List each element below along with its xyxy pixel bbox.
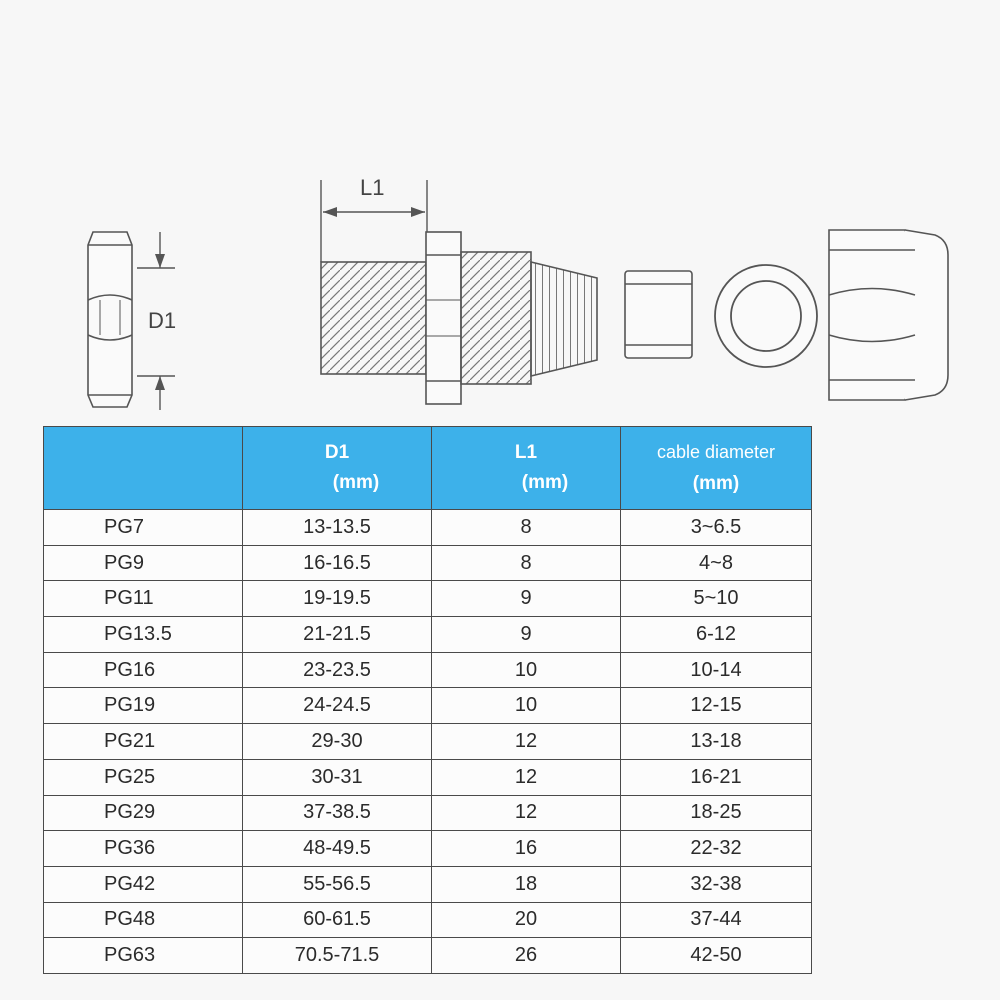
model-cell: PG36 — [44, 831, 243, 867]
table-row — [44, 652, 812, 688]
cable-cell: 32-38 — [621, 866, 812, 902]
cable-cell: 3~6.5 — [621, 510, 812, 546]
table-row — [44, 510, 812, 546]
cable-cell: 10-14 — [621, 652, 812, 688]
cable-cell: 18-25 — [621, 795, 812, 831]
model-cell: PG48 — [44, 902, 243, 938]
l1-cell: 8 — [432, 510, 621, 546]
d1-cell: 60-61.5 — [243, 902, 432, 938]
pg-spec-table — [43, 426, 812, 974]
cable-cell: 12-15 — [621, 688, 812, 724]
cable-cell: 6-12 — [621, 617, 812, 653]
model-cell: PG29 — [44, 795, 243, 831]
d1-cell: 23-23.5 — [243, 652, 432, 688]
cable-cell: 13-18 — [621, 724, 812, 760]
table-row — [44, 759, 812, 795]
d1-cell: 24-24.5 — [243, 688, 432, 724]
model-cell: PG25 — [44, 759, 243, 795]
d1-cell: 29-30 — [243, 724, 432, 760]
l1-cell: 18 — [432, 866, 621, 902]
model-cell: PG21 — [44, 724, 243, 760]
model-cell: PG63 — [44, 938, 243, 974]
table-row — [44, 795, 812, 831]
table-header-row — [44, 427, 812, 510]
d1-cell: 21-21.5 — [243, 617, 432, 653]
cable-cell: 42-50 — [621, 938, 812, 974]
table-row — [44, 902, 812, 938]
model-cell: PG16 — [44, 652, 243, 688]
l1-cell: 12 — [432, 724, 621, 760]
table-row — [44, 617, 812, 653]
table-row — [44, 545, 812, 581]
model-cell: PG7 — [44, 510, 243, 546]
seal-ring-part — [715, 265, 817, 367]
d1-cell: 30-31 — [243, 759, 432, 795]
cable-cell: 22-32 — [621, 831, 812, 867]
l1-cell: 8 — [432, 545, 621, 581]
header-l1: L1 (mm) — [432, 427, 621, 510]
table-row — [44, 688, 812, 724]
cable-cell: 37-44 — [621, 902, 812, 938]
l1-cell: 9 — [432, 617, 621, 653]
d1-cell: 70.5-71.5 — [243, 938, 432, 974]
d1-cell: 37-38.5 — [243, 795, 432, 831]
l1-cell: 10 — [432, 652, 621, 688]
l1-cell: 12 — [432, 759, 621, 795]
cable-cell: 5~10 — [621, 581, 812, 617]
model-cell: PG42 — [44, 866, 243, 902]
cable-cell: 4~8 — [621, 545, 812, 581]
l1-cell: 20 — [432, 902, 621, 938]
l1-cell: 16 — [432, 831, 621, 867]
d1-cell: 19-19.5 — [243, 581, 432, 617]
table-row — [44, 866, 812, 902]
table-row — [44, 724, 812, 760]
l1-cell: 9 — [432, 581, 621, 617]
d1-cell: 48-49.5 — [243, 831, 432, 867]
table-row — [44, 831, 812, 867]
d1-cell: 55-56.5 — [243, 866, 432, 902]
header-cable-diameter: cable diameter (mm) — [621, 427, 812, 510]
seal-insert-part — [625, 271, 692, 358]
cap-nut-part — [829, 230, 948, 400]
gland-body-part — [321, 232, 597, 404]
model-cell: PG13.5 — [44, 617, 243, 653]
cable-gland-exploded-diagram — [0, 0, 1000, 420]
l1-label: L1 — [360, 175, 385, 200]
model-cell: PG11 — [44, 581, 243, 617]
d1-cell: 13-13.5 — [243, 510, 432, 546]
table-row — [44, 938, 812, 974]
l1-cell: 10 — [432, 688, 621, 724]
l1-cell: 12 — [432, 795, 621, 831]
cable-cell: 16-21 — [621, 759, 812, 795]
header-model — [44, 427, 243, 510]
d1-cell: 16-16.5 — [243, 545, 432, 581]
model-cell: PG19 — [44, 688, 243, 724]
locknut-part — [88, 232, 132, 407]
d1-label: D1 — [148, 308, 177, 333]
header-d1: D1 (mm) — [243, 427, 432, 510]
l1-cell: 26 — [432, 938, 621, 974]
table-row — [44, 581, 812, 617]
model-cell: PG9 — [44, 545, 243, 581]
